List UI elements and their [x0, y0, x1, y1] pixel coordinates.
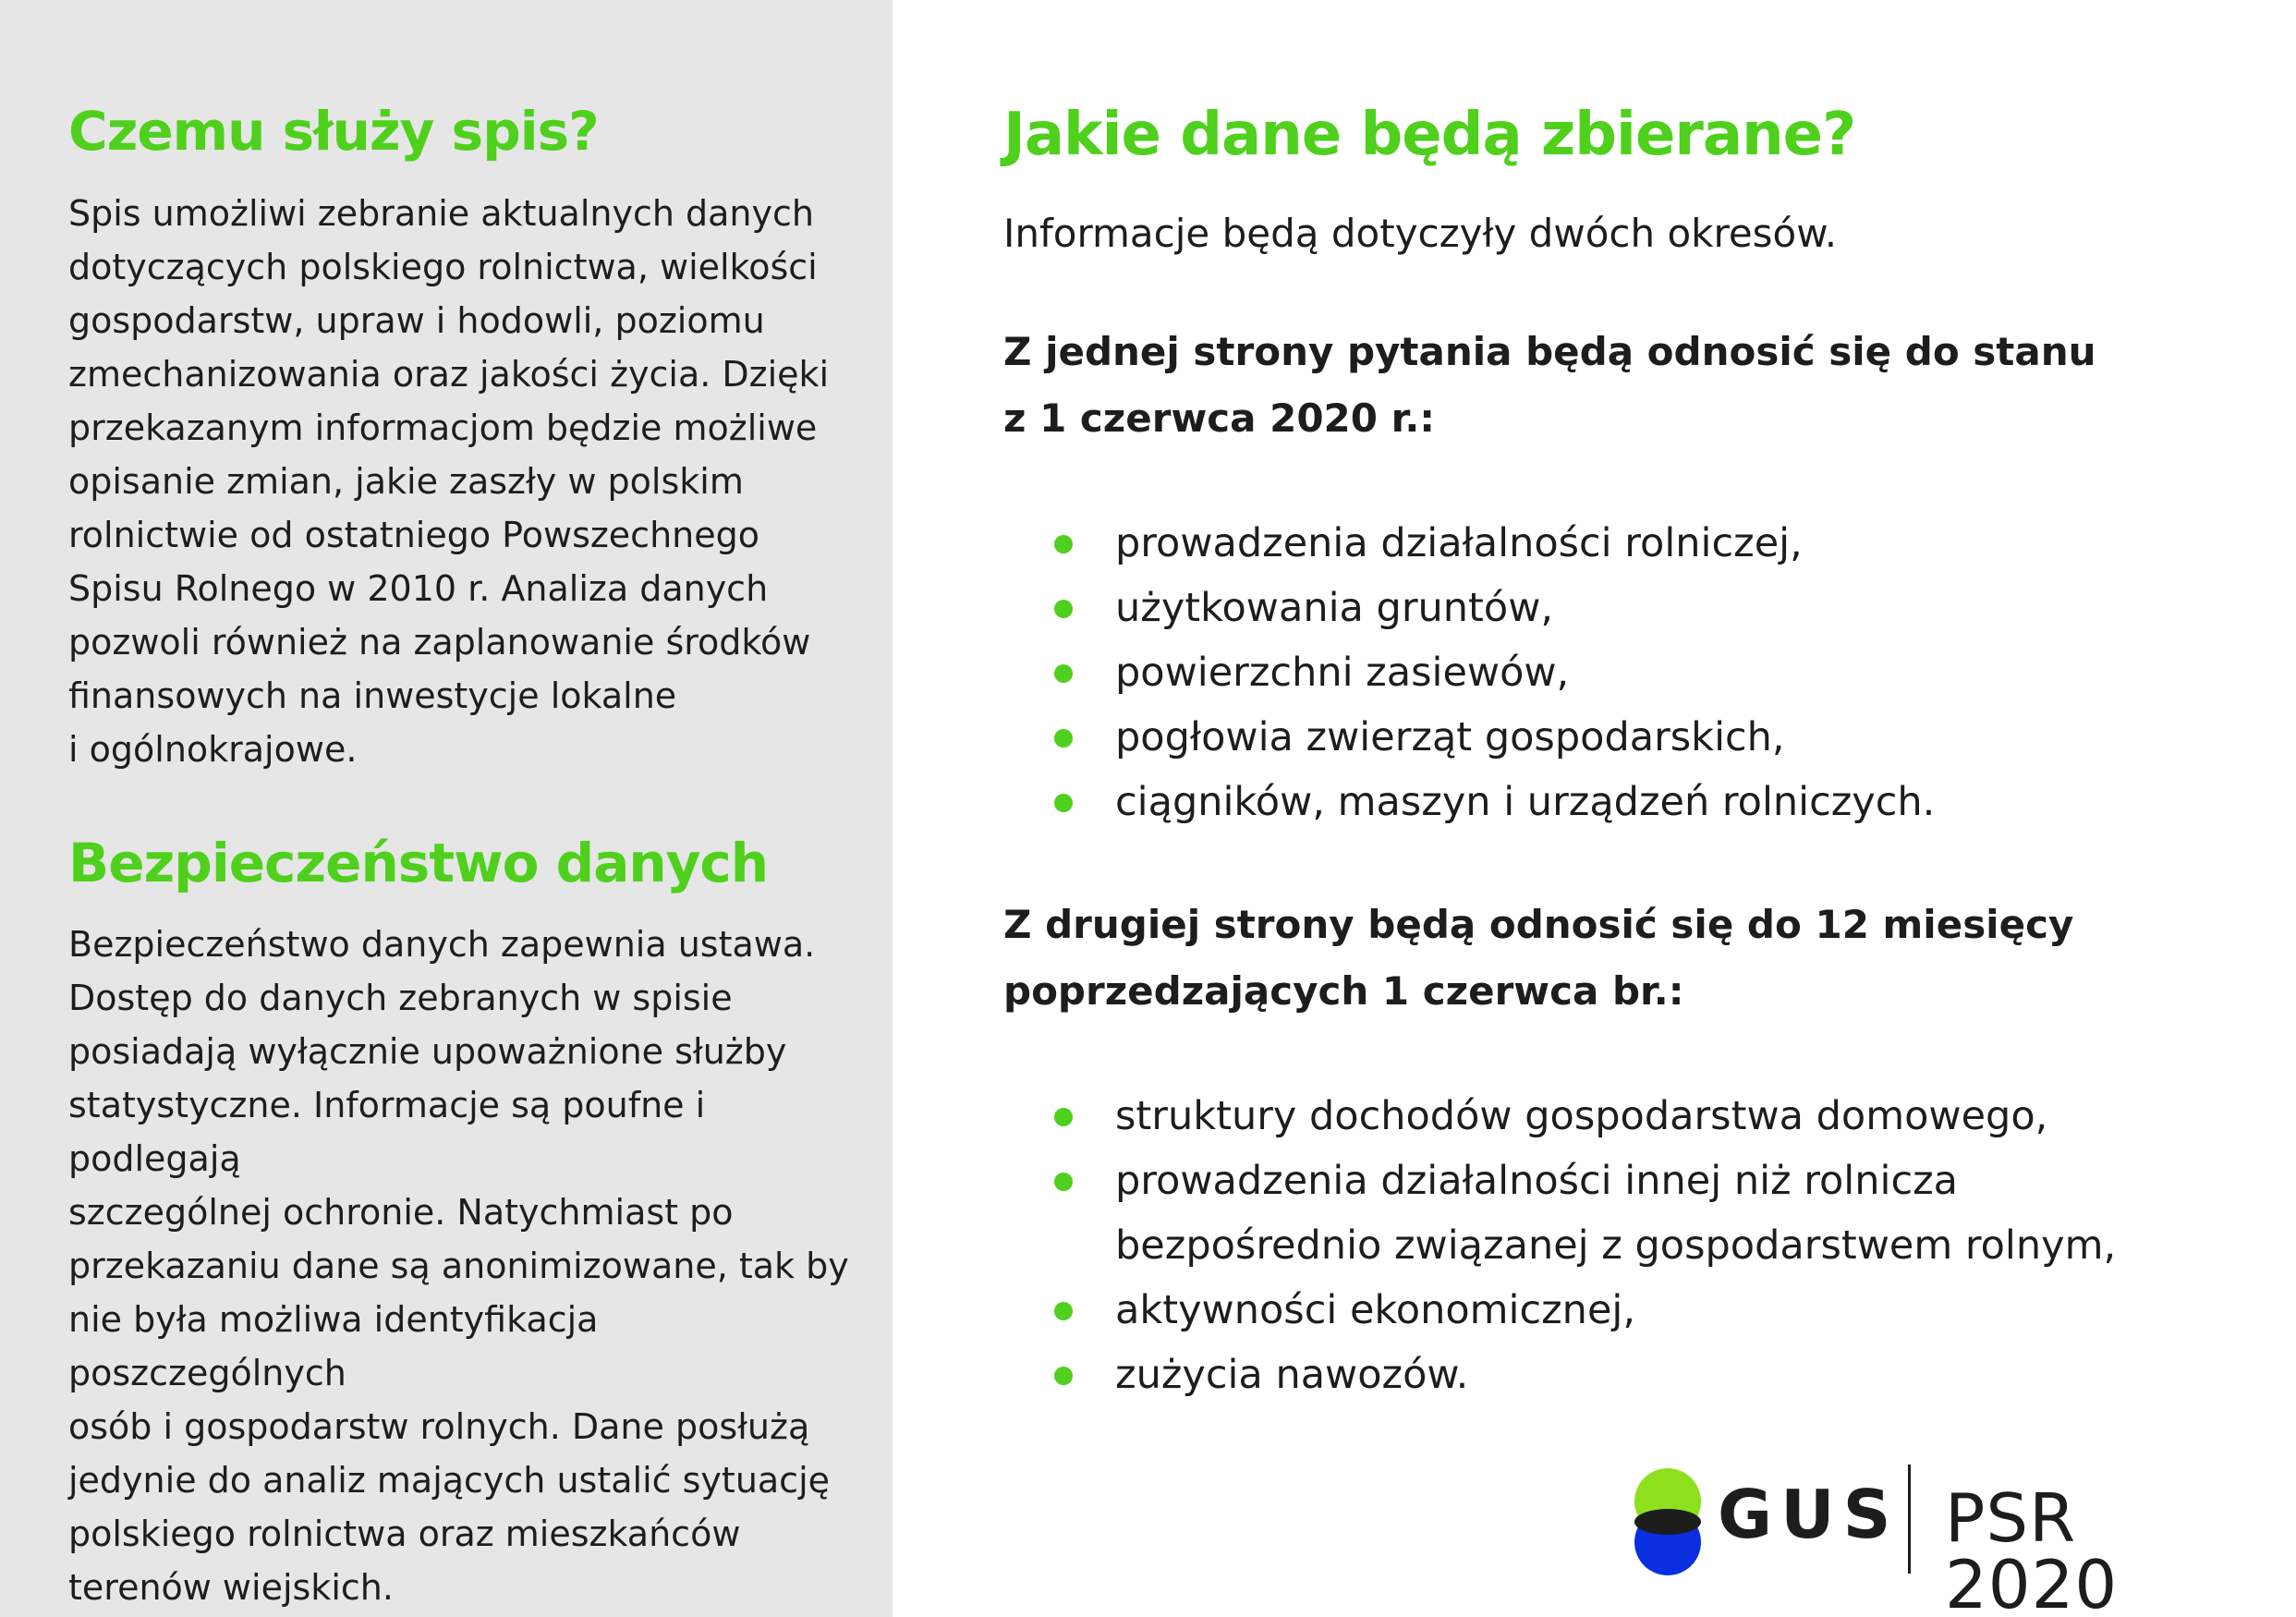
bullet-icon — [1054, 729, 1073, 748]
paragraph-line: nie była możliwa identyfikacja poszczególnych — [68, 1299, 599, 1394]
paragraph-line: rolnictwie od ostatniego Powszechnego — [68, 514, 759, 555]
intro-text: Informacje będą dotyczyły dwóch okresów. — [1003, 210, 1838, 256]
list-item-text: pogłowia zwierząt gospodarskich, — [1115, 713, 1785, 760]
bullet-icon — [1054, 535, 1073, 553]
list-item — [1003, 640, 2241, 705]
paragraph-line: i ogólnokrajowe. — [68, 728, 358, 770]
paragraph-line: jedynie do analiz mających ustalić sytuację — [68, 1460, 831, 1502]
list-item — [1003, 770, 2241, 834]
paragraph-line: przekazaniu dane są anonimizowane, tak by — [68, 1246, 849, 1287]
heading-security: Bezpieczeństwo danych — [68, 831, 769, 894]
list-item — [1003, 576, 2241, 640]
paragraph-line: gospodarstw, upraw i hodowli, poziomu — [68, 299, 765, 341]
right-column — [1003, 100, 2241, 1407]
bullet-icon — [1054, 1302, 1073, 1320]
list-item — [1003, 705, 2241, 770]
list-item-text: bezpośrednio związanej z gospodarstwem rolnym, — [1115, 1222, 2117, 1269]
paragraph-line: osób i gospodarstw rolnych. Dane posłużą — [68, 1406, 810, 1448]
bullet-icon — [1054, 1108, 1073, 1126]
paragraph-line: zmechanizowania oraz jakości życia. Dzięki — [68, 353, 830, 395]
list-item-text: prowadzenia działalności innej niż rolnicza — [1115, 1157, 1959, 1204]
lead-line: poprzedzających 1 czerwca br.: — [1003, 967, 1684, 1014]
lead-line: z 1 czerwca 2020 r.: — [1003, 395, 1436, 441]
list-second-period — [1003, 1084, 2241, 1407]
paragraph-line: finansowych na inwestycje lokalne — [68, 675, 677, 716]
lead-line: Z jednej strony pytania będą odnosić się do stanu — [1003, 328, 2096, 374]
paragraph-line: posiadają wyłącznie upoważnione służby — [68, 1031, 787, 1073]
list-item — [1003, 511, 2241, 576]
lead-second-period — [1003, 892, 2241, 1025]
list-first-period — [1003, 511, 2241, 834]
security-paragraph — [68, 918, 881, 1614]
paragraph-line: opisanie zmian, jakie zaszły w polskim — [68, 460, 744, 502]
gus-psr-logo — [1631, 1465, 2241, 1617]
paragraph-line: pozwoli również na zaplanowanie środków — [68, 621, 811, 663]
bullet-icon — [1054, 1173, 1073, 1191]
lead-first-period — [1003, 319, 2241, 452]
paragraph-line: szczególnej ochronie. Natychmiast po — [68, 1192, 734, 1234]
lead-line: Z drugiej strony będą odnosić się do 12 miesięcy — [1003, 901, 2074, 947]
logo-divider — [1908, 1465, 1911, 1574]
paragraph-line: dotyczących polskiego rolnictwa, wielkości — [68, 246, 818, 287]
list-item — [1003, 1343, 2241, 1407]
list-item-text: zużycia nawozów. — [1115, 1351, 1469, 1398]
paragraph-line: terenów wiejskich. — [68, 1567, 394, 1609]
bullet-icon — [1054, 1367, 1073, 1385]
list-item-text: ciągników, maszyn i urządzeń rolniczych. — [1115, 778, 1936, 825]
list-item — [1003, 1084, 2241, 1149]
list-item-text: powierzchni zasiewów, — [1115, 649, 1570, 696]
bullet-icon — [1054, 664, 1073, 683]
logo-gus-text: GUS — [1718, 1476, 1900, 1553]
paragraph-line: przekazanym informacjom będzie możliwe — [68, 407, 818, 448]
paragraph-line: Spis umożliwi zebranie aktualnych danych — [68, 192, 814, 234]
logo-psr-text: PSR 2020 — [1945, 1479, 2119, 1617]
gus-logo-mark-icon — [1631, 1465, 1705, 1575]
left-column — [0, 0, 893, 1617]
heading-purpose: Czemu służy spis? — [68, 100, 599, 163]
bullet-icon — [1054, 794, 1073, 812]
list-item-text: struktury dochodów gospodarstwa domowego, — [1115, 1092, 2048, 1139]
list-item — [1003, 1149, 2241, 1278]
list-item-text: aktywności ekonomicznej, — [1115, 1286, 1636, 1333]
paragraph-line: polskiego rolnictwa oraz mieszkańców — [68, 1514, 741, 1555]
list-item-text: prowadzenia działalności rolniczej, — [1115, 519, 1803, 566]
paragraph-line: Spisu Rolnego w 2010 r. Analiza danych — [68, 567, 769, 609]
purpose-paragraph — [68, 187, 881, 776]
bullet-icon — [1054, 600, 1073, 618]
list-item — [1003, 1278, 2241, 1343]
paragraph-line: Dostęp do danych zebranych w spisie — [68, 978, 733, 1019]
heading-collected-data: Jakie dane będą zbierane? — [1003, 101, 1856, 169]
paragraph-line: Bezpieczeństwo danych zapewnia ustawa. — [68, 924, 816, 966]
paragraph-line: statystyczne. Informacje są poufne i podlegają — [68, 1085, 706, 1180]
list-item-text: użytkowania gruntów, — [1115, 584, 1554, 631]
